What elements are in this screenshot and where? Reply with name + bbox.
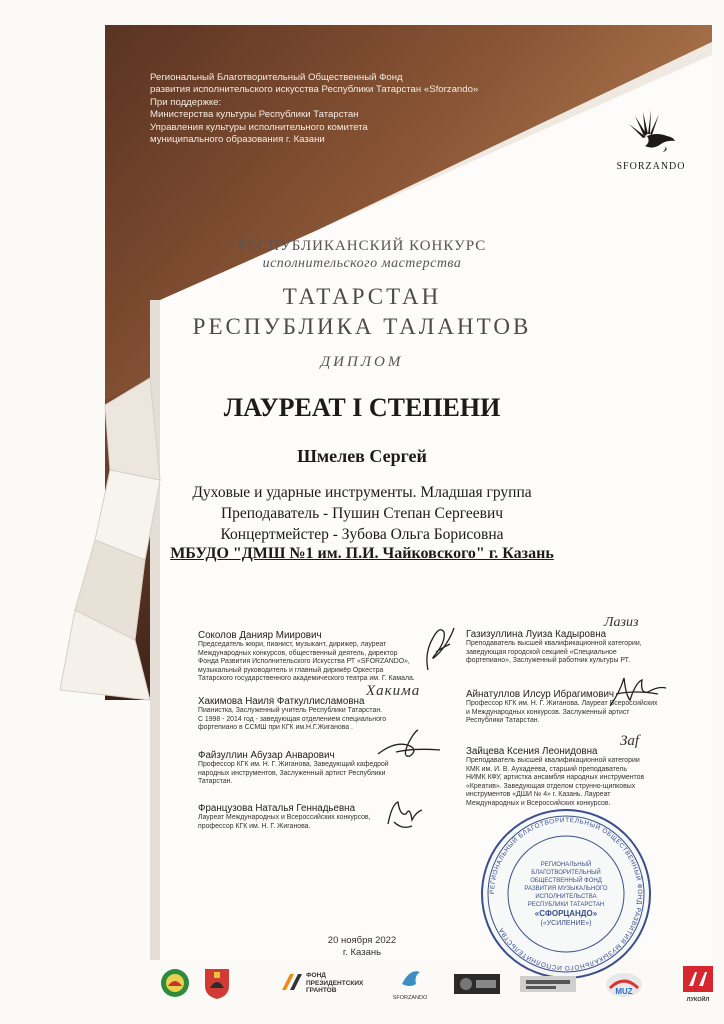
stamp-line: РЕСПУБЛИКИ ТАТАРСТАН	[527, 902, 605, 908]
jury-desc: и Международных конкурсов. Заслуженный артист	[466, 708, 630, 716]
issue-city: г. Казань	[342, 947, 382, 958]
jury-desc: Татарстан.	[198, 778, 233, 786]
svg-text:MUZ: MUZ	[615, 987, 633, 996]
sforzando-bird-icon	[396, 964, 424, 990]
organizer-line: развития исполнительского искусства Республики Татарстан «Sforzando»	[150, 84, 479, 96]
award-teacher: Преподаватель - Пушин Степан Сергеевич	[220, 505, 504, 522]
award-category: Духовые и ударные инструменты. Младшая группа	[192, 484, 532, 501]
stamp-line: РАЗВИТИЯ МУЗЫКАЛЬНОГО	[524, 886, 608, 892]
award-school: МБУДО "ДМШ №1 им. П.И. Чайковского" г. Казань	[170, 545, 554, 562]
jury-desc: «Креатив». Заведующая отделом струнно-щипковых	[466, 782, 636, 790]
jury-member	[198, 630, 438, 684]
organizer-line: Министерства культуры Республики Татарстан	[150, 109, 359, 121]
lukoil-icon	[683, 966, 713, 992]
contest-line-1: РЕСПУБЛИКАНСКИЙ КОНКУРС	[237, 238, 487, 254]
sponsor-dark-logo	[454, 972, 500, 996]
jury-desc: заведующая городской секцией «Специальное	[466, 648, 617, 656]
grants-line: ГРАНТОВ	[306, 987, 337, 994]
logo-text: SFORZANDO	[616, 161, 686, 172]
organizer-line: Региональный Благотворительный Общественный Фонд	[150, 72, 403, 83]
jury-desc: Республики Татарстан.	[466, 717, 540, 725]
stamp-line: («УСИЛЕНИЕ»)	[540, 920, 592, 927]
jury-desc: фортепиано в ССМШ при КГК им.Н.Г.Жиганова .	[198, 724, 353, 732]
sforzando-footer-text: SFORZANDO	[392, 995, 428, 1001]
tatarstan-emblem-icon	[160, 968, 190, 998]
jury-desc: Профессор КГК им. Н. Г. Жиганова, Заведующий кафедрой	[198, 761, 389, 768]
stamp-line: «СФОРЦАНДО»	[534, 909, 598, 918]
issue-date-block	[0, 935, 724, 959]
jury-desc: Лауреат Международных и Всероссийских конкурсов,	[198, 814, 371, 821]
lukoil-logo	[680, 966, 716, 1005]
jury-name: Газизуллина Луиза Кадыровна	[466, 629, 607, 640]
jury-desc: НИМК КФУ, артистка ансамбля народных инструментов	[466, 774, 645, 782]
stamp-line: ОБЩЕСТВЕННЫЙ ФОНД	[530, 878, 602, 884]
jury-desc: КМК им. И. В. Аухадеева, старший преподаватель	[466, 765, 627, 773]
organizer-line: Управления культуры исполнительного комитета	[150, 121, 368, 133]
signature-frantsuzova	[382, 794, 430, 834]
award-degree: ЛАУРЕАТ I СТЕПЕНИ	[223, 393, 501, 422]
jury-name: Айнатуллов Илсур Ибрагимович	[466, 689, 615, 700]
contest-title-1: ТАТАРСТАН	[282, 284, 442, 309]
organizer-block	[150, 72, 570, 146]
jury-name: Файзуллин Абузар Анварович	[198, 750, 335, 761]
laureate-name: Шмелев Сергей	[297, 446, 427, 466]
jury-desc: Профессор КГК им. Н. Г. Жиганова. Лауреат Всероссийских	[466, 700, 658, 707]
jury-desc: фортепиано», Заслуженный работник культуры РТ.	[466, 657, 630, 665]
jury-desc: Международных конкурсов, общественный деятель, директор	[198, 649, 398, 657]
presidential-grants-logo	[280, 972, 363, 995]
jury-desc: С 1998 - 2014 год - заведующая отделением специального	[198, 715, 387, 723]
jury-desc: профессор КГК им. Н. Г. Жиганова.	[198, 822, 311, 830]
jury-desc: Преподаватель высшей квалификационной категории,	[466, 640, 642, 647]
stamp-line: БЛАГОТВОРИТЕЛЬНЫЙ	[531, 870, 601, 876]
contest-line-2: исполнительского мастерства	[262, 256, 462, 271]
sforzando-footer-logo	[390, 964, 430, 1003]
signature-khakimova: Хакима	[366, 683, 421, 699]
kazan-emblem-icon	[202, 966, 232, 1000]
signature-aynatullov	[606, 672, 670, 712]
signature-fayzullin	[374, 726, 444, 766]
jury-member	[466, 629, 686, 666]
jury-desc: Фонда Развития Исполнительского Искусства РТ «SFORZANDO»,	[198, 658, 410, 666]
document-type: ДИПЛОМ	[320, 354, 404, 370]
bird-fan-logo-icon	[621, 106, 681, 154]
stamp-outer-text: РЕГИОНАЛЬНЫЙ БЛАГОТВОРИТЕЛЬНЫЙ ОБЩЕСТВЕННЫЙ ФОНД РАЗВИТИЯ МУЗЫКАЛЬНОГО ИСПОЛНИТЕЛЬСТВА	[488, 816, 644, 972]
jury-name: Французова Наталья Геннадьевна	[198, 803, 356, 814]
stamp-line: РЕГИОНАЛЬНЫЙ	[540, 862, 592, 868]
sforzando-logo	[606, 106, 696, 172]
organizer-line: муниципального образования г. Казани	[150, 134, 325, 146]
signature-gazizullina: Лазиз	[604, 615, 639, 630]
sponsor-colorful-logo	[604, 970, 644, 1000]
grants-icon	[280, 972, 302, 994]
signature-sokolov	[420, 622, 460, 674]
contest-title-2: РЕСПУБЛИКА ТАЛАНТОВ	[192, 314, 532, 339]
jury-desc: народных инструментов, Заслуженный артист Республики	[198, 769, 386, 777]
jury-desc: Татарского государственного академического театра им. Г. Камала.	[198, 675, 415, 683]
award-accompanist: Концертмейстер - Зубова Ольга Борисовна	[220, 526, 504, 543]
signature-zaytseva: Заf	[620, 733, 640, 749]
grants-line: ФОНД	[306, 972, 326, 979]
jury-desc: Преподаватель высшей квалификационной категории	[466, 757, 640, 764]
grants-line: ПРЕЗИДЕНТСКИХ	[306, 979, 364, 987]
jury-name: Хакимова Наиля Фаткуллисламовна	[198, 696, 365, 707]
jury-desc: Пианистка, Заслуженный учитель Республики Татарстан.	[198, 707, 383, 714]
issue-date: 20 ноября 2022	[327, 935, 397, 946]
jury-desc: музыкальный руководитель и главный дирижёр Оркестра	[198, 666, 384, 674]
jury-member	[466, 746, 686, 809]
sponsor-gray-logo	[520, 972, 576, 996]
organizer-line: При поддержке:	[150, 96, 222, 108]
jury-name: Соколов Данияр Миирович	[198, 630, 322, 641]
stamp-line: ИСПОЛНИТЕЛЬСТВА	[535, 894, 597, 900]
jury-desc: инструментов «ДШИ № 4» г. Казань. Лауреат	[466, 791, 611, 799]
lukoil-text: ЛУКОЙЛ	[686, 997, 710, 1003]
jury-desc: Председатель жюри, пианист, музыкант, дирижер, лауреат	[198, 641, 387, 648]
jury-name: Зайцева Ксения Леонидовна	[466, 746, 598, 757]
jury-desc: Международных и Всероссийских конкурсов.	[466, 799, 611, 807]
sponsor-logos	[160, 962, 720, 1012]
